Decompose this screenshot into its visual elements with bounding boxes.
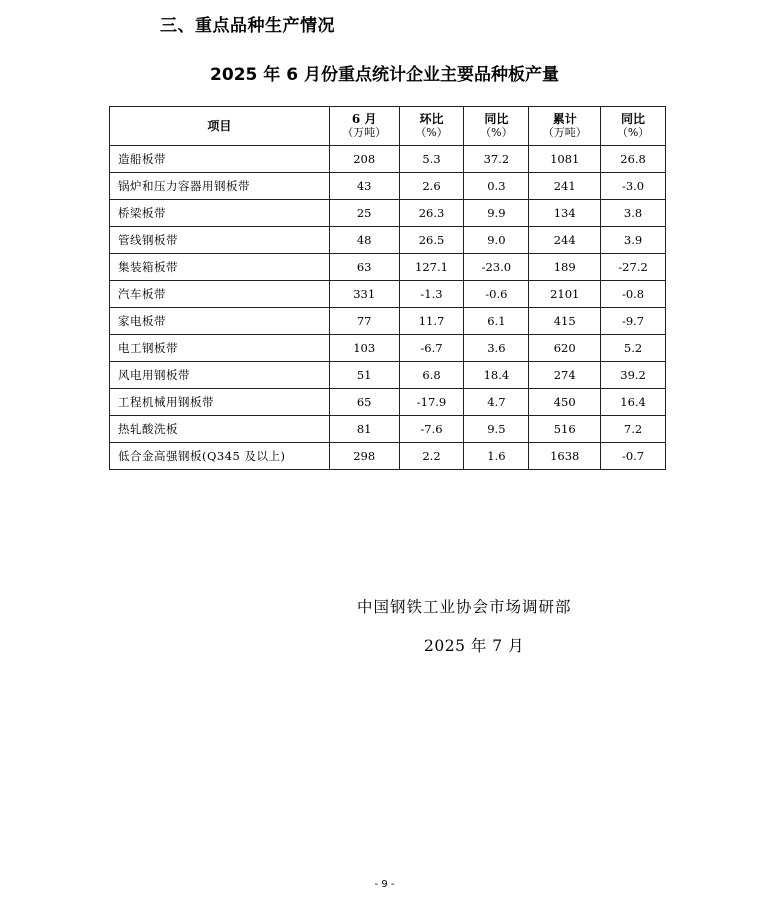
- row-month: 48: [329, 227, 399, 254]
- table-header: [110, 107, 666, 146]
- row-name: 汽车板带: [110, 281, 330, 308]
- table-row: [110, 227, 666, 254]
- row-yoy: 6.1: [464, 308, 529, 335]
- header-unit: （%）: [616, 126, 650, 139]
- issue-date: 2025 年 7 月: [424, 637, 525, 655]
- row-month: 298: [329, 443, 399, 470]
- header-cumulative: [529, 107, 601, 146]
- header-label: 环比: [419, 112, 444, 126]
- row-cum-yoy: -0.7: [601, 443, 666, 470]
- row-mom: 2.2: [399, 443, 464, 470]
- row-cum-yoy: 39.2: [601, 362, 666, 389]
- row-month: 208: [329, 146, 399, 173]
- table-row: [110, 335, 666, 362]
- row-cum-yoy: 5.2: [601, 335, 666, 362]
- section-heading: 三、重点品种生产情况: [160, 16, 335, 36]
- row-cum-yoy: 3.8: [601, 200, 666, 227]
- row-cum-yoy: -3.0: [601, 173, 666, 200]
- row-cum-yoy: -9.7: [601, 308, 666, 335]
- table-row: [110, 308, 666, 335]
- header-mom: [399, 107, 464, 146]
- row-cumulative: 1081: [529, 146, 601, 173]
- table-body: [110, 146, 666, 470]
- table-row: [110, 146, 666, 173]
- row-yoy: 18.4: [464, 362, 529, 389]
- row-month: 331: [329, 281, 399, 308]
- row-month: 43: [329, 173, 399, 200]
- table-row: [110, 362, 666, 389]
- row-name: 工程机械用钢板带: [110, 389, 330, 416]
- row-mom: 2.6: [399, 173, 464, 200]
- row-yoy: 9.5: [464, 416, 529, 443]
- header-item: [110, 107, 330, 146]
- row-name: 集装箱板带: [110, 254, 330, 281]
- row-cumulative: 244: [529, 227, 601, 254]
- header-cum-yoy: [601, 107, 666, 146]
- row-mom: 6.8: [399, 362, 464, 389]
- header-label: 6 月: [351, 112, 377, 126]
- row-cumulative: 620: [529, 335, 601, 362]
- table-row: [110, 389, 666, 416]
- row-cumulative: 516: [529, 416, 601, 443]
- row-cum-yoy: 26.8: [601, 146, 666, 173]
- row-mom: -7.6: [399, 416, 464, 443]
- row-cumulative: 274: [529, 362, 601, 389]
- row-name: 造船板带: [110, 146, 330, 173]
- row-month: 51: [329, 362, 399, 389]
- issuing-organization: 中国钢铁工业协会市场调研部: [357, 598, 572, 616]
- row-month: 81: [329, 416, 399, 443]
- table-row: [110, 200, 666, 227]
- row-month: 103: [329, 335, 399, 362]
- row-mom: -1.3: [399, 281, 464, 308]
- row-yoy: 37.2: [464, 146, 529, 173]
- row-name: 管线钢板带: [110, 227, 330, 254]
- row-month: 65: [329, 389, 399, 416]
- row-cum-yoy: 3.9: [601, 227, 666, 254]
- row-mom: 26.5: [399, 227, 464, 254]
- row-name: 家电板带: [110, 308, 330, 335]
- header-label: 同比: [484, 112, 509, 126]
- row-yoy: 4.7: [464, 389, 529, 416]
- production-table: [109, 106, 666, 470]
- row-cumulative: 189: [529, 254, 601, 281]
- row-name: 锅炉和压力容器用钢板带: [110, 173, 330, 200]
- row-yoy: 9.0: [464, 227, 529, 254]
- row-name: 桥梁板带: [110, 200, 330, 227]
- row-yoy: 0.3: [464, 173, 529, 200]
- header-month: [329, 107, 399, 146]
- row-mom: -17.9: [399, 389, 464, 416]
- header-yoy: [464, 107, 529, 146]
- table-row: [110, 443, 666, 470]
- row-cum-yoy: 16.4: [601, 389, 666, 416]
- row-name: 风电用钢板带: [110, 362, 330, 389]
- row-month: 25: [329, 200, 399, 227]
- row-name: 低合金高强钢板(Q345 及以上): [110, 443, 330, 470]
- row-mom: -6.7: [399, 335, 464, 362]
- table-row: [110, 281, 666, 308]
- row-mom: 5.3: [399, 146, 464, 173]
- table-title: 2025 年 6 月份重点统计企业主要品种板产量: [210, 65, 559, 85]
- row-name: 电工钢板带: [110, 335, 330, 362]
- row-mom: 26.3: [399, 200, 464, 227]
- header-unit: （万吨）: [542, 126, 587, 139]
- header-label: 累计: [552, 112, 577, 126]
- header-label: 项目: [207, 119, 232, 133]
- page-number: - 9 -: [374, 879, 395, 890]
- row-yoy: 3.6: [464, 335, 529, 362]
- row-mom: 127.1: [399, 254, 464, 281]
- table-row: [110, 416, 666, 443]
- header-unit: （万吨）: [342, 126, 387, 139]
- row-yoy: -23.0: [464, 254, 529, 281]
- row-cumulative: 241: [529, 173, 601, 200]
- row-name: 热轧酸洗板: [110, 416, 330, 443]
- row-cumulative: 2101: [529, 281, 601, 308]
- row-cum-yoy: -0.8: [601, 281, 666, 308]
- row-cum-yoy: 7.2: [601, 416, 666, 443]
- header-row: [110, 107, 666, 146]
- table-row: [110, 254, 666, 281]
- header-label: 同比: [621, 112, 646, 126]
- row-cum-yoy: -27.2: [601, 254, 666, 281]
- row-cumulative: 415: [529, 308, 601, 335]
- header-unit: （%）: [480, 126, 513, 139]
- row-month: 77: [329, 308, 399, 335]
- row-month: 63: [329, 254, 399, 281]
- header-unit: （%）: [415, 126, 448, 139]
- row-cumulative: 1638: [529, 443, 601, 470]
- row-cumulative: 134: [529, 200, 601, 227]
- row-yoy: 9.9: [464, 200, 529, 227]
- row-yoy: -0.6: [464, 281, 529, 308]
- row-mom: 11.7: [399, 308, 464, 335]
- row-cumulative: 450: [529, 389, 601, 416]
- row-yoy: 1.6: [464, 443, 529, 470]
- table-row: [110, 173, 666, 200]
